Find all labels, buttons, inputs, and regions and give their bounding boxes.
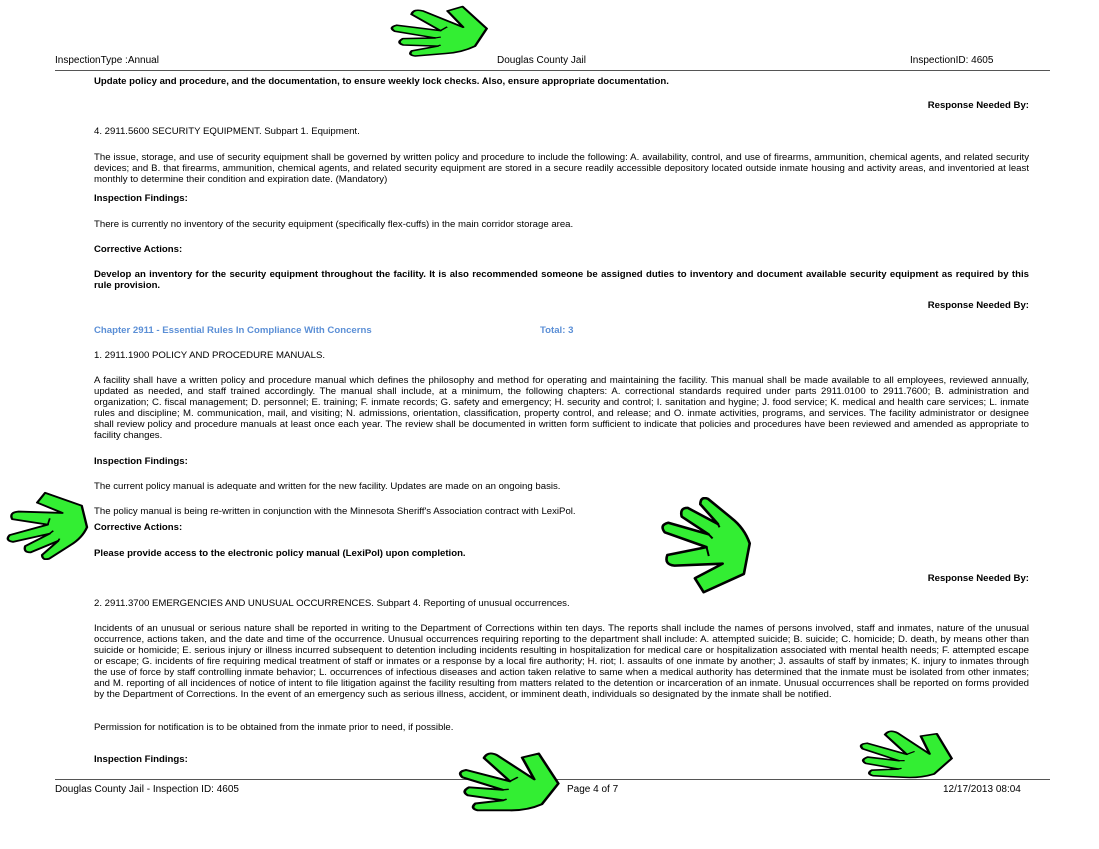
item-policy-findings-1: The current policy manual is adequate and written for the new facility. Updates are made on an ongoing basis. [94,481,561,492]
item-security-actions: Develop an inventory for the security equipment throughout the facility. It is also recommended someone be assigned duties to inventory and document available security equipment as required by this rule provision. [94,269,1029,291]
item-policy-body: A facility shall have a written policy and procedure manual which defines the philosophy and method for operating and maintaining the facility. This manual shall be made available to all employees, reviewed annually, updated as needed, and staff trained accordingly. The manual shall include, at a minimum, the following chapters: A. correctional standards required under parts 2911.0100 to 2911.7600; B. administration and organization; C. fiscal management; D. personnel; E. training; F. inmate records; G. safety and emergency; H. security and control; I. sanitation and hygine; J. food service; K. medical and health care services; L. inmate rules and discipline; M. communication, mail, and visiting; N. admissions, orientation, classification, property control, and release; and O. inmate activities, programs, and services. The facility administrator or designee shall review policy and procedure manuals at least once each year. The review shall be documented in written form sufficient to indicate that policies and procedures have been reviewed and amended as appropriate to facility changes. [94,375,1029,441]
item-policy-actions-label: Corrective Actions: [94,522,183,533]
item-policy-findings-label: Inspection Findings: [94,456,188,467]
item-security-actions-label: Corrective Actions: [94,244,183,255]
item-emergency-findings-label: Inspection Findings: [94,754,188,765]
item-security-body: The issue, storage, and use of security equipment shall be governed by written policy and procedure to include the following: A. availability, control, and use of firearms, ammunition, chemical agents, and related security devices; and B. that firearms, ammunition, chemical agents, and related security equipment are stored in a secure readily accessible depository located outside inmate housing and activity areas, and inventoried at least monthly to determine their condition and expiration date. (Mandatory) [94,152,1029,185]
chapter-title: Chapter 2911 - Essential Rules In Compliance With Concerns [94,325,372,336]
item-emergency-body: Incidents of an unusual or serious nature shall be reported in writing to the Department of Corrections within ten days. The reports shall include the names of persons involved, staff and inmates, nature of the unusual occurrence, actions taken, and the date and time of the occurrence. Unusual occurrences requiring reporting to the department shall include: A. attempted suicide; B. suicide; C. homicide; D. death, by means other than suicide or homicide; E. serious injury or illness incurred subsequent to detention including incidents resulting in hospitalization for medical care or hospitalization associated with mental health needs; F. attempted escape or escape; G. incidents of fire requiring medical treatment of staff or inmates or a response by a local fire authority; H. riot; I. assaults of one inmate by another; J. assaults of staff by inmates; K. injury to inmates through the use of force by staff controlling inmate behavior; L. occurrences of infectious diseases and action taken relative to same when a medical authority has determined that the inmate must be isolated from other inmates; and M. reporting of all incidences of notice of intent to file litigation against the facility resulting from matters related to the detention or incarceration of an inmate. Unusual occurrences shall be reported on forms provided by the Department of Corrections. In the event of an emergency such as serious illness, accident, or imminent death, individuals so designated by the inmate shall be notified. [94,623,1029,700]
pointing-hand-icon [455,743,570,821]
item-security-findings: There is currently no inventory of the security equipment (specifically flex-cuffs) in the main corridor storage area. [94,219,574,230]
footer-page-number: Page 4 of 7 [567,784,619,795]
item-policy-title: 1. 2911.1900 POLICY AND PROCEDURE MANUALS. [94,350,326,361]
pointing-hand-icon [654,497,764,599]
response-needed-1: Response Needed By: [927,100,1029,111]
item-emergency-title: 2. 2911.3700 EMERGENCIES AND UNUSUAL OCCURRENCES. Subpart 4. Reporting of unusual occurrences. [94,598,570,609]
previous-corrective-action: Update policy and procedure, and the documentation, to ensure weekly lock checks. Also, ensure appropriate documentation. [94,76,669,87]
header-inspection-id: InspectionID: 4605 [910,55,994,66]
header-inspection-type: InspectionType :Annual [55,55,159,66]
pointing-hand-icon [0,488,100,560]
pointing-hand-icon [855,724,963,786]
item-security-findings-label: Inspection Findings: [94,193,188,204]
response-needed-3: Response Needed By: [927,573,1029,584]
pointing-hand-icon [388,0,498,62]
header-rule [55,70,1050,71]
item-policy-actions: Please provide access to the electronic policy manual (LexiPol) upon completion. [94,548,466,559]
footer-facility: Douglas County Jail - Inspection ID: 4605 [55,784,239,795]
footer-datetime: 12/17/2013 08:04 [943,784,1021,795]
item-security-title: 4. 2911.5600 SECURITY EQUIPMENT. Subpart 1. Equipment. [94,126,360,137]
item-emergency-body-2: Permission for notification is to be obtained from the inmate prior to need, if possible. [94,722,454,733]
chapter-total: Total: 3 [540,325,574,336]
response-needed-2: Response Needed By: [927,300,1029,311]
header-facility-name: Douglas County Jail [497,55,586,66]
item-policy-findings-2: The policy manual is being re-written in conjunction with the Minnesota Sheriff's Association contract with LexiPol. [94,506,576,517]
